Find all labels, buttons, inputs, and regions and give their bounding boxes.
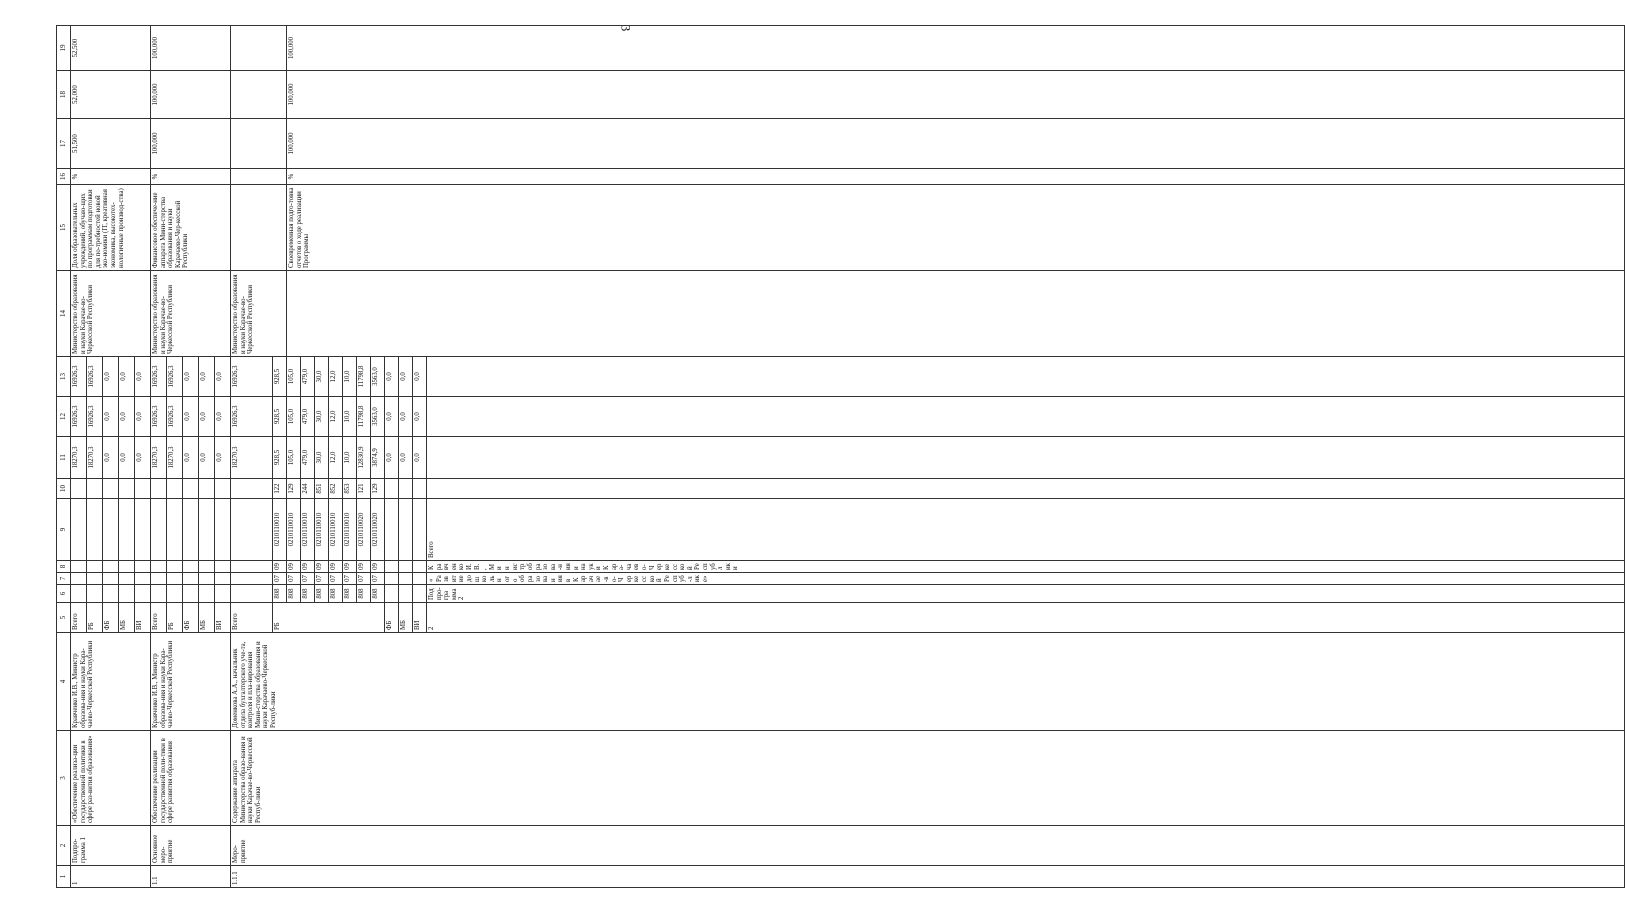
col-header-18: 18 — [57, 71, 71, 119]
value-cell: 16926,3 — [167, 397, 183, 437]
value-cell: 0,0 — [183, 437, 199, 479]
col-header-19: 19 — [57, 26, 71, 71]
value-cell: 0,0 — [135, 397, 151, 437]
budget-code: 09 — [287, 561, 301, 573]
col-header-17: 17 — [57, 119, 71, 169]
budget-code: 09 — [301, 561, 315, 573]
value-cell: 0,0 — [399, 437, 413, 479]
target-2020: 100,000 — [287, 71, 1625, 119]
value-cell: 0,0 — [413, 397, 427, 437]
row-number: 1.1 — [151, 866, 231, 888]
budget-code: 07 — [273, 573, 287, 585]
value-cell: 30,0 — [315, 357, 329, 397]
target-2020: 52,000 — [71, 71, 151, 119]
source-cell: Всего — [231, 603, 273, 633]
budget-code: 852 — [329, 479, 343, 499]
page-number: 3 — [618, 24, 634, 32]
col-header-16: 16 — [57, 169, 71, 185]
value-cell: 0,0 — [385, 357, 399, 397]
source-cell: ФБ — [103, 603, 119, 633]
row-number: 1 — [71, 866, 151, 888]
budget-code: 121 — [357, 479, 371, 499]
source-cell: Всего — [151, 603, 167, 633]
value-cell: 0,0 — [399, 357, 413, 397]
budget-code: 244 — [301, 479, 315, 499]
budget-code: 808 — [287, 585, 301, 603]
target-2019 — [231, 119, 287, 169]
target-2021: 52,500 — [71, 26, 151, 71]
table-row — [151, 26, 167, 888]
row-responsible: Кравченко И.В., Министр образова-ния и науки Кара-чаево-Черкесской Республики — [151, 633, 231, 731]
value-cell: 18270,3 — [231, 437, 273, 479]
col-header-7: 7 — [57, 573, 71, 585]
source-cell: МБ — [199, 603, 215, 633]
row-indicator: Финансовое обеспече-ние аппарата Мини-стерства образования и науки Карачаево-Чер-кесской Республики — [151, 185, 231, 271]
value-cell: 18270,3 — [71, 437, 87, 479]
budget-code: 07 — [343, 573, 357, 585]
row-indicator: Доля образовательных учреждений, обучаю-щих по программам подготовки для по-требностей новой эко-номики (IT, креативная экономика, высокотех-нологичные производ-ства) — [71, 185, 151, 271]
budget-code: 07 — [357, 573, 371, 585]
source-cell: Всего — [427, 499, 1625, 561]
source-cell: РБ — [87, 603, 103, 633]
budget-code: 129 — [287, 479, 301, 499]
target-2020 — [231, 71, 287, 119]
row-number: 1.1.1 — [231, 866, 1625, 888]
col-header-8: 8 — [57, 561, 71, 573]
source-cell: ФБ — [385, 603, 399, 633]
col-header-15: 15 — [57, 185, 71, 271]
col-header-12: 12 — [57, 397, 71, 437]
value-cell: 3563,0 — [371, 357, 385, 397]
budget-code: 122 — [273, 479, 287, 499]
budget-code: 0210110010 — [273, 499, 287, 561]
budget-code: 09 — [371, 561, 385, 573]
budget-code: 07 — [287, 573, 301, 585]
row-responsible: Доменкова А.А., начальник отдела бухгалтерского уче-та, контроля и пла-нирования Мини-стерства образования и науки Карачаево-Черкесской Респуб-лики — [231, 633, 1625, 731]
row-type: Основное меро-приятие — [151, 826, 231, 866]
budget-code: 851 — [315, 479, 329, 499]
source-cell: ВИ — [413, 603, 427, 633]
budget-code: 07 — [315, 573, 329, 585]
value-cell: 16926,3 — [71, 357, 87, 397]
value-cell: 928,5 — [273, 357, 287, 397]
budget-code: 09 — [273, 561, 287, 573]
value-cell: 105,0 — [287, 357, 301, 397]
budget-code: 0210110020 — [371, 499, 385, 561]
col-header-3: 3 — [57, 731, 71, 826]
row-type: Подпро-грамма 2 — [427, 585, 1625, 603]
value-cell: 3563,0 — [371, 397, 385, 437]
budget-code: 0210110020 — [357, 499, 371, 561]
row-name: Обеспечение реализации государственной поли-тики в сфере развития образования — [151, 731, 231, 826]
value-cell: 479,0 — [301, 357, 315, 397]
source-cell: РБ — [167, 603, 183, 633]
budget-code: 808 — [315, 585, 329, 603]
budget-code: 09 — [343, 561, 357, 573]
value-cell: 0,0 — [199, 357, 215, 397]
value-cell: 928,5 — [273, 397, 287, 437]
col-header-6: 6 — [57, 585, 71, 603]
value-cell: 928,5 — [273, 437, 287, 479]
budget-code: 07 — [301, 573, 315, 585]
source-cell: МБ — [399, 603, 413, 633]
target-2021: 100,000 — [287, 26, 1625, 71]
row-unit: % — [287, 169, 1625, 185]
budget-code: 0210110010 — [315, 499, 329, 561]
col-header-5: 5 — [57, 603, 71, 633]
value-cell: 18270,3 — [151, 437, 167, 479]
value-cell: 12,0 — [329, 437, 343, 479]
value-cell: 479,0 — [301, 397, 315, 437]
target-2019: 100,000 — [287, 119, 1625, 169]
budget-code: 808 — [273, 585, 287, 603]
budget-code: 09 — [315, 561, 329, 573]
budget-code: 09 — [357, 561, 371, 573]
column-number-row — [57, 26, 71, 888]
row-name: «Развитие дошкольного образования в Карачае-во-Черкесской Респуб-лике» — [427, 573, 1625, 585]
value-cell: 18270,3 — [87, 437, 103, 479]
source-cell: ВИ — [215, 603, 231, 633]
value-cell: 30,0 — [315, 397, 329, 437]
value-cell: 12,0 — [329, 357, 343, 397]
target-2021: 100,000 — [151, 26, 231, 71]
row-unit — [231, 169, 287, 185]
col-header-13: 13 — [57, 357, 71, 397]
value-cell: 0,0 — [199, 437, 215, 479]
value-cell: 0,0 — [215, 437, 231, 479]
col-header-9: 9 — [57, 499, 71, 561]
budget-code: 808 — [357, 585, 371, 603]
value-cell: 11798,8 — [357, 397, 371, 437]
row-type: Подпро-грамма 1 — [71, 826, 151, 866]
row-responsible: Кравченко И.В., Министр образова-ния и науки Кара-чаево-Черкесской Республики — [71, 633, 151, 731]
budget-code: 853 — [343, 479, 357, 499]
value-cell: 0,0 — [399, 397, 413, 437]
row-indicator: Своевременная подго-товка отчетов о ходе реализации Программы — [287, 185, 1625, 271]
table-row — [231, 26, 273, 888]
row-name: Содержание аппарата Министерства образо-вания и науки Карачае-во-Черкесской Респуб-лики — [231, 731, 1625, 826]
value-cell: 3874,9 — [371, 437, 385, 479]
row-executor: Министерство образования и науки Карачае-во-Черкесской Республики — [151, 271, 231, 357]
row-executor: Министерство образования и науки Карачае-во-Черкесской Республики — [231, 271, 287, 357]
rotated-table-wrapper — [56, 26, 740, 888]
value-cell: 16926,3 — [151, 357, 167, 397]
value-cell: 0,0 — [215, 357, 231, 397]
value-cell: 16926,3 — [167, 357, 183, 397]
value-cell: 0,0 — [183, 397, 199, 437]
table-row — [71, 26, 87, 888]
row-number: 2 — [427, 603, 1625, 633]
value-cell: 0,0 — [103, 397, 119, 437]
row-unit: % — [151, 169, 231, 185]
col-header-14: 14 — [57, 271, 71, 357]
program-table — [56, 25, 1625, 888]
source-cell: МБ — [119, 603, 135, 633]
budget-code: 129 — [371, 479, 385, 499]
budget-code: 808 — [329, 585, 343, 603]
value-cell: 16926,3 — [231, 397, 273, 437]
value-cell: 0,0 — [199, 397, 215, 437]
source-cell: ВИ — [135, 603, 151, 633]
value-cell: 0,0 — [119, 437, 135, 479]
source-cell: РБ — [273, 603, 385, 633]
value-cell: 105,0 — [287, 437, 301, 479]
value-cell: 30,0 — [315, 437, 329, 479]
value-cell: 479,0 — [301, 437, 315, 479]
col-header-11: 11 — [57, 437, 71, 479]
budget-code: 07 — [371, 573, 385, 585]
value-cell: 16926,3 — [87, 357, 103, 397]
budget-code: 09 — [329, 561, 343, 573]
value-cell: 12830,9 — [357, 437, 371, 479]
value-cell: 0,0 — [119, 357, 135, 397]
col-header-2: 2 — [57, 826, 71, 866]
value-cell: 16926,3 — [151, 397, 167, 437]
col-header-4: 4 — [57, 633, 71, 731]
budget-code: 0210110010 — [329, 499, 343, 561]
value-cell: 16926,3 — [71, 397, 87, 437]
target-2021 — [231, 26, 287, 71]
budget-code: 07 — [329, 573, 343, 585]
value-cell: 10,0 — [343, 397, 357, 437]
value-cell: 0,0 — [215, 397, 231, 437]
source-cell: Всего — [71, 603, 87, 633]
row-executor-blank — [287, 271, 1625, 357]
target-2020: 100,000 — [151, 71, 231, 119]
value-cell: 16926,3 — [231, 357, 273, 397]
row-type: Меро-приятие — [231, 826, 1625, 866]
value-cell: 0,0 — [103, 357, 119, 397]
value-cell: 0,0 — [135, 357, 151, 397]
value-cell: 0,0 — [385, 437, 399, 479]
value-cell: 11798,8 — [357, 357, 371, 397]
row-executor: Министерство образования и науки Карачае-во-Черкесской Республики — [71, 271, 151, 357]
value-cell: 0,0 — [385, 397, 399, 437]
value-cell: 0,0 — [103, 437, 119, 479]
col-header-1: 1 — [57, 866, 71, 888]
value-cell: 105,0 — [287, 397, 301, 437]
value-cell: 12,0 — [329, 397, 343, 437]
row-responsible: Кравченко И.В., Министр образова-ния и науки Кара-чаево-Черкесской Республики — [427, 561, 1625, 573]
source-cell: ФБ — [183, 603, 199, 633]
row-unit: % — [71, 169, 151, 185]
value-cell: 10,0 — [343, 437, 357, 479]
target-2019: 51,500 — [71, 119, 151, 169]
budget-code: 0210110010 — [343, 499, 357, 561]
value-cell: 0,0 — [413, 437, 427, 479]
value-cell: 0,0 — [413, 357, 427, 397]
budget-code: 808 — [371, 585, 385, 603]
value-cell: 18270,3 — [167, 437, 183, 479]
budget-code: 808 — [343, 585, 357, 603]
row-name: «Обеспечение реализа-ции государственной политики в сфере раз-вития образования» — [71, 731, 151, 826]
target-2019: 100,000 — [151, 119, 231, 169]
budget-code: 0210110010 — [287, 499, 301, 561]
budget-code: 808 — [301, 585, 315, 603]
value-cell: 0,0 — [135, 437, 151, 479]
value-cell: 16926,3 — [87, 397, 103, 437]
budget-code: 0210110010 — [301, 499, 315, 561]
col-header-10: 10 — [57, 479, 71, 499]
value-cell: 0,0 — [119, 397, 135, 437]
value-cell: 0,0 — [183, 357, 199, 397]
value-cell: 10,0 — [343, 357, 357, 397]
